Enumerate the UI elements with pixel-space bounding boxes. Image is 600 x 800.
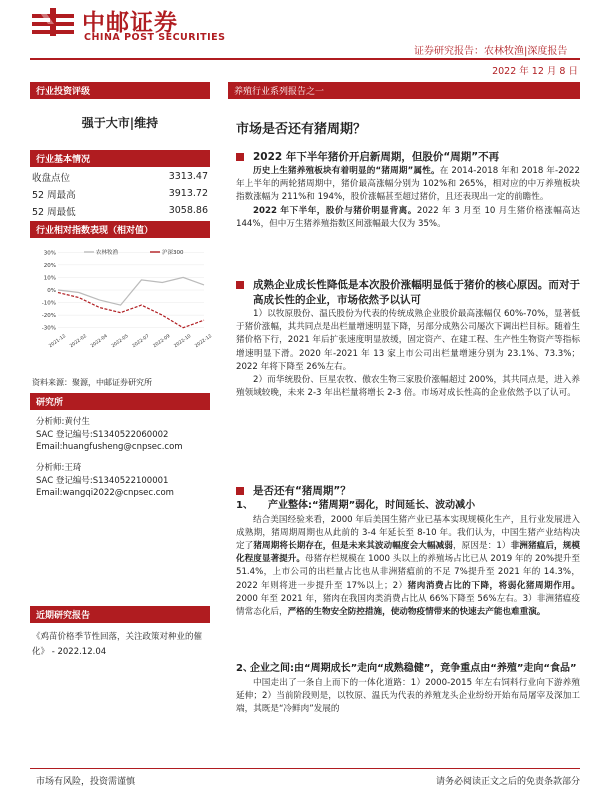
series-line-0 — [58, 277, 204, 305]
report-tag: 证券研究报告：农林牧渔|深度报告 — [414, 46, 568, 57]
header-divider — [30, 58, 580, 60]
basics-table — [32, 168, 208, 219]
bullet-square-icon — [236, 487, 244, 495]
chart-source: 资料来源：聚源，中邮证券研究所 — [32, 378, 152, 387]
x-tick-label: 2022-07 — [131, 334, 151, 350]
page-header — [0, 0, 600, 62]
chart-bar: 行业相对指数表现（相对值） — [30, 221, 210, 238]
y-tick-label: -30% — [41, 325, 56, 332]
bullet-square-icon — [236, 281, 244, 289]
bullet-square-icon — [236, 153, 244, 161]
legend-label: 沪深300 — [162, 250, 184, 256]
y-tick-label: -10% — [41, 300, 56, 307]
basics-bar: 行业基本情况 — [30, 150, 210, 167]
logo-en-text: CHINA POST SECURITIES — [84, 32, 226, 43]
y-tick-label: 10% — [43, 275, 56, 282]
recent-report-link[interactable]: 《鸡苗价格季节性回落，关注政策对种业的催化》 - 2022.12.04 — [32, 632, 203, 657]
series-line-1 — [58, 293, 204, 328]
y-tick-label: 20% — [43, 262, 56, 269]
x-tick-label: 2022-09 — [152, 334, 172, 350]
relative-index-chart — [32, 238, 214, 353]
section-2: 成熟企业成长性降低是本次股价涨幅明显低于猪价的核心原因。而对于高成长性的企业，市场依然予以认可 1）以牧原股份、温氏股份为代表的传统成熟企业股价最高涨幅仅 60%-70%，显著低于猪价涨幅，其共同点是出栏量增速明显下降，另部分成熟公司屡次下调出栏目标。随着生猪价格下行，2021 年后扩张速度明显放缓，固定资产、在建工程、生产性生物资产等指标增速明显下滑。2020 年-2021 年 13 家上市公司出栏量增速分别为 23.1%、73.3%；2022 年将下降至 26%左右。 2）而华统股份、巨星农牧、傲农生物三家股价涨幅超过 200%，其共同点是，进入养殖领域较晚，未来 2-3 年出栏量将增长 2-3 倍。市场对成长性高的企业依然予以了认可。 — [236, 279, 580, 399]
x-tick-label: 2021-12 — [48, 334, 68, 350]
report-date: 2022 年 12 月 8 日 — [492, 66, 578, 77]
footer-disclaimer: 请务必阅读正文之后的免责条款部分 — [435, 777, 580, 787]
report-title: 市场是否还有猪周期？ — [236, 122, 367, 137]
x-tick-label: 2022-04 — [90, 334, 109, 350]
section-3: 是否还有“猪周期”？ 1、 产业整体:“猪周期”弱化，时间延长、波动减小 结合美国经验来看，2000 年后美国生猪产业已基本实现规模化生产，且行业发展进入成熟期，猪周期周期也从此前的 3-4 年延长至 8-10 年。我们认为，中国生猪产业结构决定了猪周期将长期存在，但是未来其波动幅度会大幅减弱，原因是：1）非洲猪瘟后，规模化程度显著提升。母猪存栏规模在 1000 头以上的养殖场占比已从 2019 年的 20%提升至 51.4%，上市公司的出栏量占比也从非洲猪瘟前的不足 7%提升至 2021 年的 14.3%，2022 年则将进一步提升至 17%以上；2）猪肉消费占比的下降，将弱化猪周期作用。2000 年至 2021 年，猪肉在我国肉类消费占比从 66%下降至 56%左右。3）非洲猪瘟疫情常态化后，严格的生物安全防控措施，使动物疫情带来的快速去产能也难重演。 — [236, 485, 580, 617]
basics-row: 52 周最低 3058.86 — [32, 205, 208, 218]
section-4: 2、企业之间:由“周期成长”走向“成熟稳健”，竞争重点由“养殖”走向“食品” 中国走出了一条自上而下的一体化道路：1）2000-2015 年左右饲料行业向下游养殖延伸；2）当前阶段则是，以牧原、温氏为代表的养殖龙头企业纷纷开始布局屠宰及深加工端，其既是“冷鲜肉”发展的 — [236, 663, 580, 714]
y-tick-label: -20% — [41, 313, 56, 320]
china-post-logo-icon — [30, 6, 76, 38]
industry-rating: 强于大市|维持 — [81, 116, 159, 130]
analyst-bar: 研究所 — [30, 393, 210, 410]
basics-row: 52 周最高 3913.72 — [32, 188, 208, 201]
rating-bar: 行业投资评级 — [30, 82, 210, 99]
footer-risk: 市场有风险，投资需谨慎 — [36, 777, 136, 787]
recent-bar: 近期研究报告 — [30, 606, 210, 623]
x-tick-label: 2022-10 — [173, 334, 193, 350]
section-1: 2022 年下半年猪价开启新周期，但股价“周期”不再 历史上生猪养殖板块有着明显的“猪周期”属性。在 2014-2018 年和 2018 年-2022 年上半年的两轮猪周期中，猪价最高涨幅分别为 102%和 265%，相对应的中万养殖板块指数涨幅为 211%和 194%，股价涨幅甚至超过猪价，且还表现出一定的前瞻性。 2022 年下半年，股价与猪价明显背离。2022 年 3 月至 10 月生猪价格涨幅高达 144%，但中万生猪养殖指数区间涨幅最大仅为 35%。 — [236, 151, 580, 229]
analyst-2: 分析师:王琦 SAC 登记编号:S1340522100001 Email:wangqi2022@cnpsec.com — [36, 463, 174, 498]
x-tick-label: 2022-02 — [69, 334, 88, 350]
footer-divider — [30, 768, 580, 769]
x-tick-label: 2022-12 — [194, 334, 214, 350]
basics-row: 收盘点位 3313.47 — [32, 171, 208, 184]
y-tick-label: 0% — [47, 288, 56, 294]
analyst-1: 分析师:黄付生 SAC 登记编号:S1340522060002 Email:huangfusheng@cnpsec.com — [36, 417, 183, 452]
x-tick-label: 2022-05 — [110, 334, 130, 350]
logo-cn-text: 中邮证券 — [82, 10, 178, 36]
legend-label: 农林牧渔 — [96, 250, 119, 256]
y-tick-label: 30% — [43, 250, 56, 257]
series-bar: 养殖行业系列报告之一 — [228, 82, 580, 99]
